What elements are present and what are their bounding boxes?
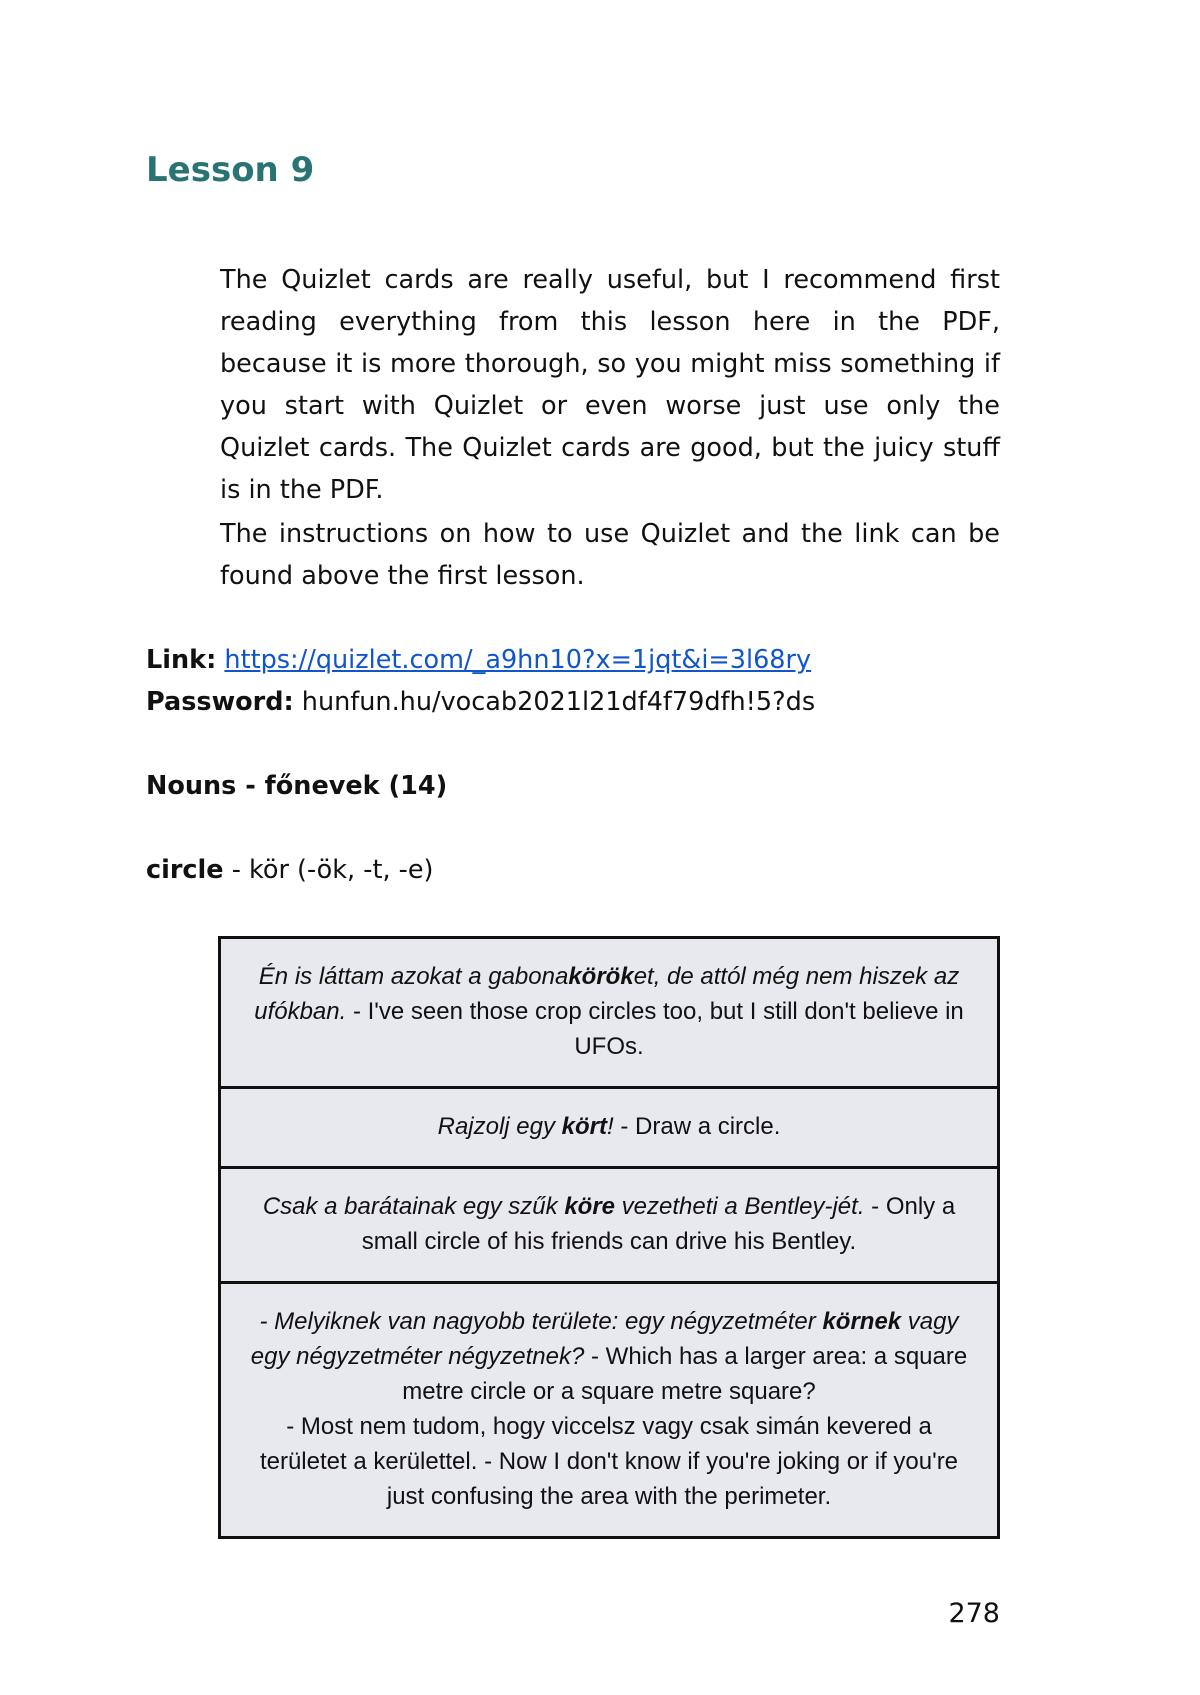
example-hu-text: Csak a barátainak egy szűk <box>262 1193 565 1220</box>
example-hu-text: et, de attól még nem hiszek az ufókban. <box>254 963 960 1025</box>
link-line <box>146 639 1046 681</box>
example-sentences-table <box>218 936 1000 1539</box>
example-reply: - Most nem tudom, hogy viccelsz vagy csak simán kevered a területet a kerülettel. - Now I don't know if you're joking or if you're just confusing the area with the perimeter. <box>259 1413 959 1510</box>
example-row-2 <box>221 1086 997 1166</box>
example-hu-text: Én is láttam azokat a gabona <box>258 963 569 990</box>
example-hu <box>263 1193 865 1220</box>
example-row-4 <box>221 1281 997 1536</box>
example-hu <box>438 1113 614 1140</box>
page-number: 278 <box>948 1598 1000 1629</box>
intro-paragraph-2: The instructions on how to use Quizlet and the link can be found above the first lesson. <box>220 519 1000 591</box>
password-label: Password: <box>146 687 294 717</box>
example-highlight: kört <box>561 1113 608 1140</box>
intro-paragraph-1: The Quizlet cards are really useful, but I recommend first reading everything from this lesson here in the PDF, because it is more thorough, so you might miss something if you start with Quizlet or even worse just use only the Quizlet cards. The Quizlet cards are good, but the juicy stuff is in the PDF. <box>220 265 1000 505</box>
vocab-word-hu: - kör (-ök, -t, -e) <box>223 855 434 885</box>
vocab-word-en: circle <box>146 855 224 885</box>
example-hu-text: ! <box>607 1113 614 1140</box>
example-hu-text: Rajzolj egy <box>437 1113 562 1140</box>
example-en: - Only a small circle of his friends can drive his Bentley. <box>361 1193 956 1255</box>
example-hu-text: - Melyiknek van nagyobb területe: egy négyzetméter <box>259 1308 823 1335</box>
example-row-3 <box>221 1166 997 1281</box>
example-highlight: körök <box>568 963 634 990</box>
nouns-heading: Nouns - főnevek (14) <box>146 771 448 801</box>
example-hu-text: vezetheti a Bentley-jét. <box>615 1193 865 1220</box>
example-row-1 <box>221 939 997 1086</box>
example-en: - I've seen those crop circles too, but I still don't believe in UFOs. <box>346 998 964 1060</box>
example-hu-text: vagy egy négyzetméter négyzetnek? <box>250 1308 959 1370</box>
link-label: Link: <box>146 645 217 675</box>
password-line <box>146 681 1046 723</box>
example-highlight: körnek <box>822 1308 902 1335</box>
password-value: hunfun.hu/vocab2021l21df4f79dfh!5?ds <box>301 687 816 717</box>
lesson-title: Lesson 9 <box>146 150 315 190</box>
example-en: - Draw a circle. <box>613 1113 781 1140</box>
quizlet-link[interactable]: https://quizlet.com/_a9hn10?x=1jqt&i=3l68ry <box>224 645 812 675</box>
example-en: - Which has a larger area: a square metre circle or a square metre square? <box>402 1343 968 1405</box>
example-highlight: köre <box>564 1193 616 1220</box>
vocab-entry <box>146 849 434 891</box>
